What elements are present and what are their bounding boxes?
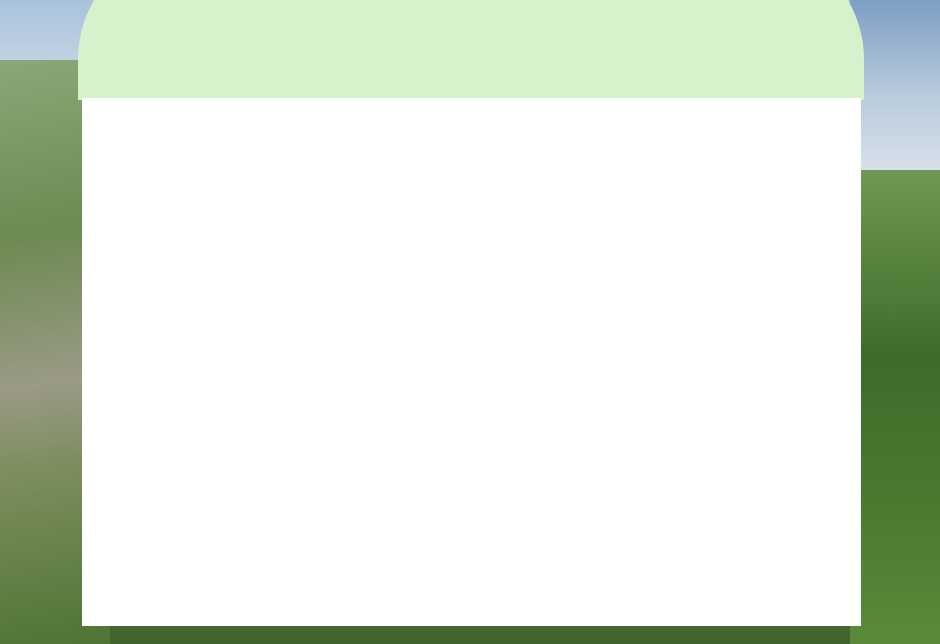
background-forest-right bbox=[850, 170, 940, 644]
header-panel bbox=[78, 0, 864, 100]
calendar-board bbox=[82, 98, 861, 626]
